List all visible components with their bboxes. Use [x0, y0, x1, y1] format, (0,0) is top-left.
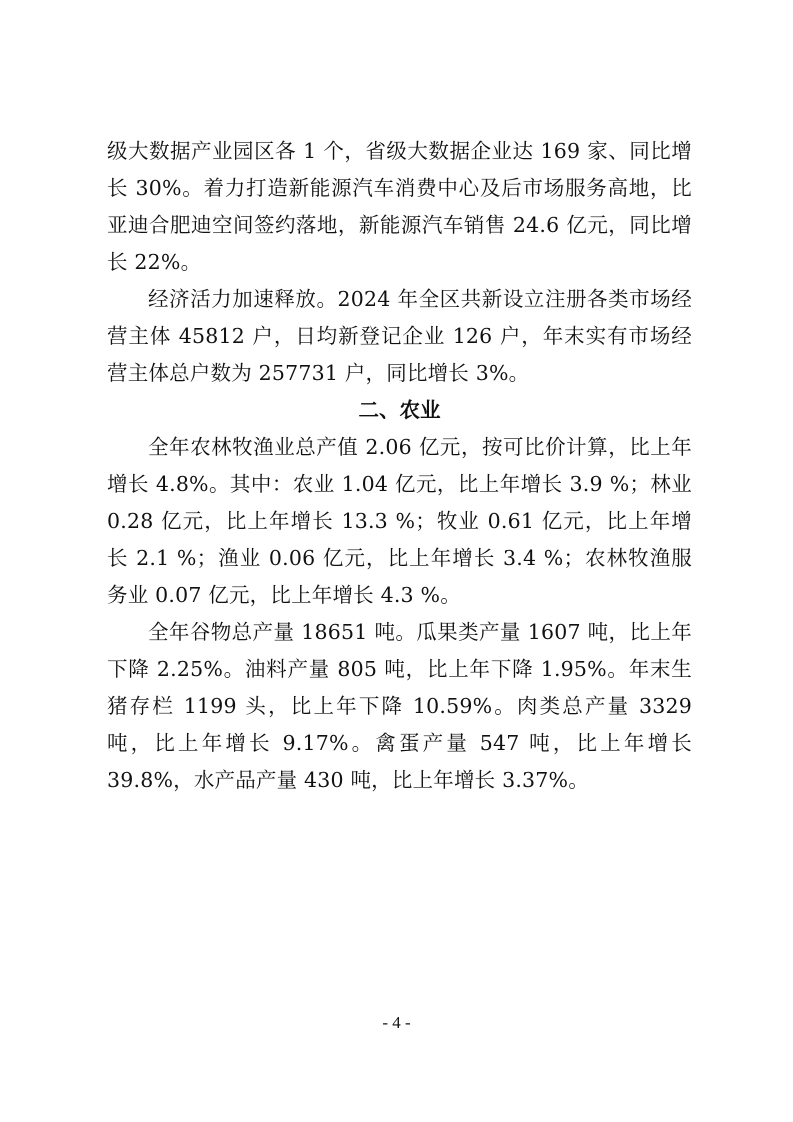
paragraph-agriculture-output: 全年农林牧渔业总产值 2.06 亿元，按可比价计算，比上年增长 4.8%。其中：农业 1.04 亿元，比上年增长 3.9 %；林业 0.28 亿元，比上年增长 13.3 %；牧业 0.61 亿元，比上年增长 2.1 %；渔业 0.06 亿元，比上年增长 3.4 %；农林牧渔服务业 0.07 亿元，比上年增长 4.3 %。 — [107, 435, 692, 607]
section-heading-agriculture: 二、农业 — [358, 398, 441, 422]
paragraph-continuation: 级大数据产业园区各 1 个，省级大数据企业达 169 家、同比增长 30%。着力打造新能源汽车消费中心及后市场服务高地，比亚迪合肥迪空间签约落地，新能源汽车销售 24.6 亿元，同比增长 22%。 — [107, 139, 692, 274]
page-number: - 4 - — [382, 1013, 411, 1032]
paragraph-agriculture-production: 全年谷物总产量 18651 吨。瓜果类产量 1607 吨，比上年下降 2.25%。油料产量 805 吨，比上年下降 1.95%。年末生猪存栏 1199 头，比上年下降 10.59%。肉类总产量 3329 吨，比上年增长 9.17%。禽蛋产量 547 吨，比上年增长 39.8%，水产品产量 430 吨，比上年增长 3.37%。 — [107, 620, 692, 792]
paragraph-economic-vitality: 经济活力加速释放。2024 年全区共新设立注册各类市场经营主体 45812 户，日均新登记企业 126 户，年末实有市场经营主体总户数为 257731 户，同比增长 3%。 — [107, 287, 692, 385]
document-body — [107, 133, 692, 799]
